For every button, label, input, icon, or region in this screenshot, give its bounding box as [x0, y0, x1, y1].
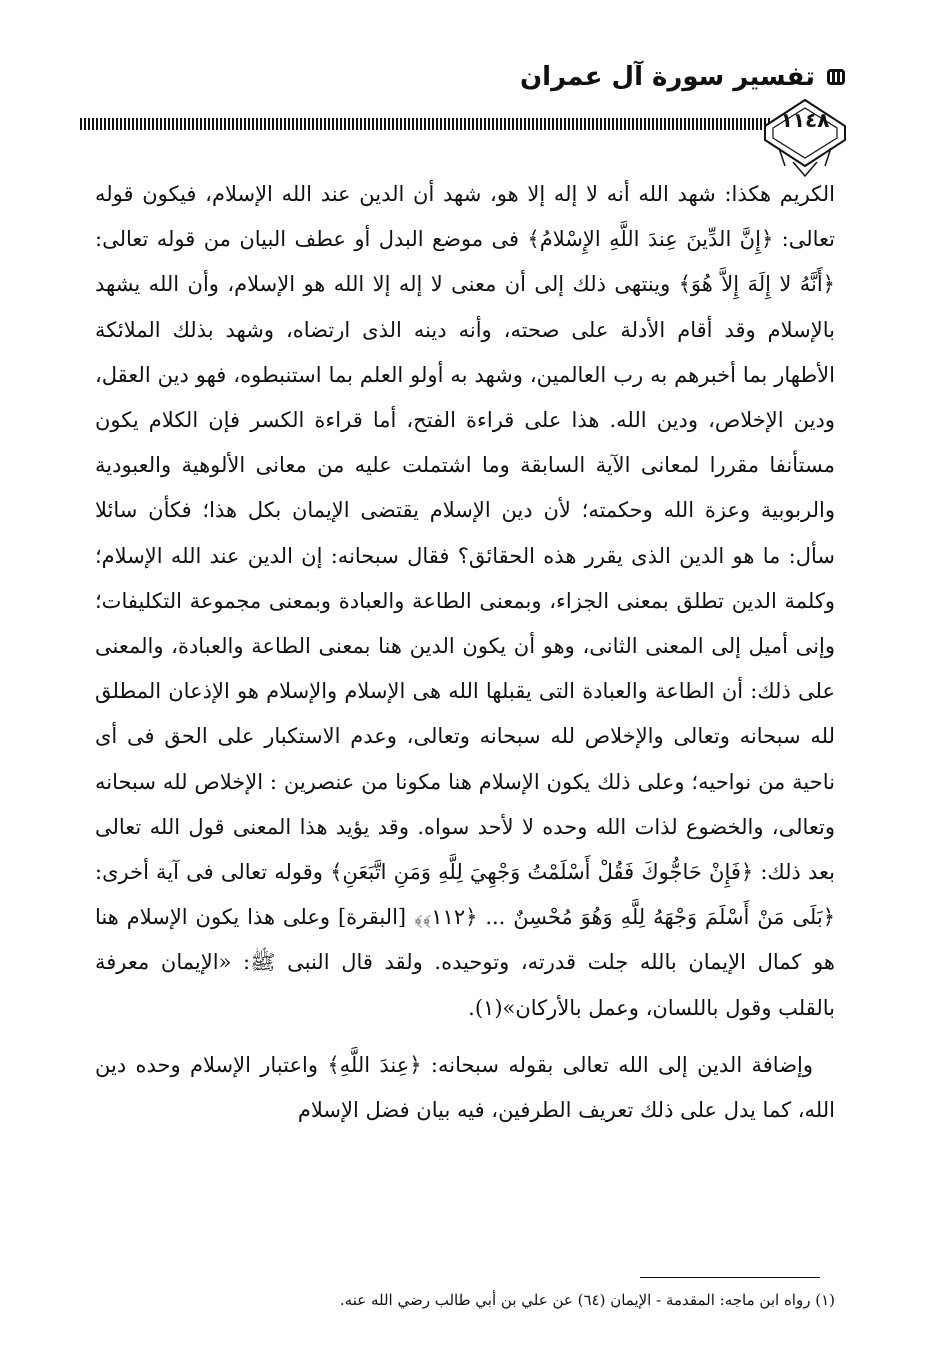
body-text	[95, 172, 835, 1133]
paragraph-2: وإضافة الدين إلى الله تعالى بقوله سبحانه: ﴿عِندَ اللَّهِ﴾ واعتبار الإسلام وحده دين الله، كما يدل على ذلك تعريف الطرفين، فيه بيان فضل الإسلام	[95, 1052, 835, 1123]
page-header	[0, 0, 927, 160]
header-title-group	[520, 62, 847, 92]
page-number: ١١٤٨	[780, 108, 830, 132]
footnote: (١) رواه ابن ماجه: المقدمة - الإيمان (٦٤) عن علي بن أبي طالب رضي الله عنه.	[339, 1291, 835, 1309]
page-number-holder	[755, 96, 855, 182]
ornament-icon	[825, 66, 847, 88]
header-divider	[80, 118, 770, 130]
paragraph-1: الكريم هكذا: شهد الله أنه لا إله إلا هو، شهد أن الدين عند الله الإسلام، فيكون قوله تعالى: ﴿إِنَّ الدِّينَ عِندَ اللَّهِ الإِسْلامُ﴾ فى موضع البدل أو عطف البيان من قوله تعالى: ﴿أَنَّهُ لا إِلَهَ إِلاَّ هُوَ﴾ وينتهى ذلك إلى أن معنى لا إله إلا الله هو الإسلام، وأن الله يشهد بالإسلام وقد أقام الأدلة على صحته، وأنه دينه الذى ارتضاه، وشهد بذلك الملائكة الأطهار بما أخبرهم به رب العالمين، وشهد به أولو العلم بما استنبطوه، فهو دين العقل، ودين الإخلاص، ودين الله. هذا على قراءة الفتح، أما قراءة الكسر فإن الكلام يكون مستأنفا مقررا لمعانى الآية السابقة وما اشتملت عليه من معانى الألوهية والعبودية والربوبية وعزة الله وحكمته؛ لأن دين الإسلام يقتضى الإيمان بكل هذا؛ فكأن سائلا سأل: ما هو الدين الذى يقرر هذه الحقائق؟ فقال سبحانه: إن الدين عند الله الإسلام؛ وكلمة الدين تطلق بمعنى الجزاء، وبمعنى الطاعة والعبادة وبمعنى مجموعة التكليفات؛ وإنى أميل إلى المعنى الثانى، وهو أن يكون الدين هنا بمعنى الطاعة والعبادة، والمعنى على ذلك: أن الطاعة والعبادة التى يقبلها الله هى الإسلام والإسلام هو الإذعان المطلق لله سبحانه وتعالى والإخلاص لله سبحانه وتعالى، وعدم الاستكبار على الحق فى أى ناحية من نواحيه؛ وعلى ذلك يكون الإسلام هنا مكونا من عنصرين : الإخلاص لله سبحانه وتعالى، والخضوع لذات الله وحده لا لأحد سواه. وقد يؤيد هذا المعنى قول الله تعالى بعد ذلك: ﴿فَإِنْ حَاجُّوكَ فَقُلْ أَسْلَمْتُ وَجْهِيَ لِلَّهِ وَمَنِ اتَّبَعَنِ﴾ وقوله تعالى فى آية أخرى: ﴿بَلَى مَنْ أَسْلَمَ وَجْهَهُ لِلَّهِ وَهُوَ مُحْسِنٌ ... ﴿١١٢﴾﴾ [البقرة] وعلى هذا يكون الإسلام هنا هو كمال الإيمان بالله جلت قدرته، وتوحيده. ولقد قال النبى ﷺ: «الإيمان معرفة بالقلب وقول باللسان، وعمل بالأركان»(١).	[95, 182, 835, 1020]
header-title: تفسير سورة آل عمران	[519, 62, 815, 92]
footnote-divider	[640, 1277, 820, 1278]
